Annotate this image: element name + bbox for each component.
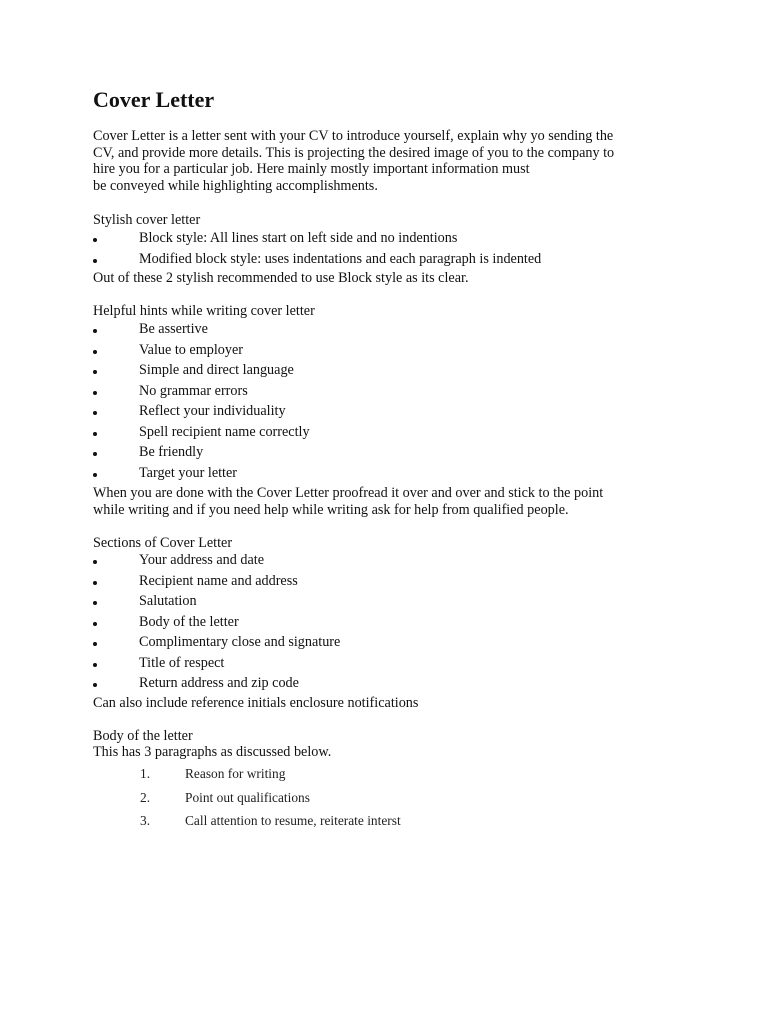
hints-note-line: while writing and if you need help while writing ask for help from qualified people. bbox=[93, 501, 569, 518]
bullet-icon bbox=[93, 259, 97, 263]
list-item-text: No grammar errors bbox=[139, 382, 248, 399]
list-item-text: Block style: All lines start on left side and no indentions bbox=[139, 230, 458, 246]
document-title: Cover Letter bbox=[93, 87, 215, 112]
hints-heading: Helpful hints while writing cover letter bbox=[93, 303, 315, 319]
list-item-text: Body of the letter bbox=[139, 613, 239, 630]
list-item-text: Title of respect bbox=[139, 654, 225, 671]
styles-heading: Stylish cover letter bbox=[93, 212, 201, 228]
list-item-text: Your address and date bbox=[139, 552, 265, 568]
intro-line: be conveyed while highlighting accomplishments. bbox=[93, 177, 378, 194]
list-item-text: Be assertive bbox=[139, 321, 208, 337]
bullet-icon bbox=[93, 683, 97, 687]
bullet-icon bbox=[93, 622, 97, 626]
bullet-icon bbox=[93, 391, 97, 395]
sections-note: Can also include reference initials enclosure notifications bbox=[93, 695, 419, 711]
intro-line: Cover Letter is a letter sent with your CV to introduce yourself, explain why yo sending the bbox=[93, 128, 614, 144]
list-item-text: Target your letter bbox=[139, 464, 238, 481]
list-item-text: Modified block style: uses indentations and each paragraph is indented bbox=[139, 250, 542, 267]
bullet-icon bbox=[93, 452, 97, 456]
body-heading: Body of the letter bbox=[93, 728, 193, 744]
hints-note-line: When you are done with the Cover Letter proofread it over and over and stick to the point bbox=[93, 485, 604, 501]
intro-paragraph bbox=[93, 128, 614, 194]
item-number: 2. bbox=[140, 790, 151, 805]
list-item-text: Simple and direct language bbox=[139, 362, 294, 378]
bullet-icon bbox=[93, 238, 97, 242]
list-item-text: Recipient name and address bbox=[139, 572, 298, 589]
bullet-icon bbox=[93, 350, 97, 354]
item-number: 1. bbox=[140, 766, 151, 781]
bullet-icon bbox=[93, 370, 97, 374]
bullet-icon bbox=[93, 581, 97, 585]
item-text: Reason for writing bbox=[185, 766, 286, 781]
bullet-icon bbox=[93, 663, 97, 667]
list-item-text: Value to employer bbox=[139, 341, 244, 358]
list-item-text: Complimentary close and signature bbox=[139, 634, 341, 650]
item-number: 3. bbox=[140, 813, 151, 828]
bullet-icon bbox=[93, 411, 97, 415]
bullet-icon bbox=[93, 642, 97, 646]
styles-note: Out of these 2 stylish recommended to use Block style as its clear. bbox=[93, 270, 469, 286]
list-item-text: Return address and zip code bbox=[139, 675, 299, 691]
hints-note bbox=[93, 485, 603, 518]
list-item-text: Reflect your individuality bbox=[139, 403, 286, 419]
item-text: Call attention to resume, reiterate interst bbox=[185, 813, 401, 828]
list-item-text: Spell recipient name correctly bbox=[139, 423, 310, 440]
bullet-icon bbox=[93, 601, 97, 605]
body-subheading: This has 3 paragraphs as discussed below. bbox=[93, 744, 332, 760]
intro-line: hire you for a particular job. Here mainly mostly important information must bbox=[93, 161, 530, 177]
bullet-icon bbox=[93, 329, 97, 333]
sections-heading: Sections of Cover Letter bbox=[93, 535, 233, 551]
intro-line: CV, and provide more details. This is projecting the desired image of you to the company to bbox=[93, 144, 615, 161]
list-item-text: Be friendly bbox=[139, 444, 204, 460]
list-item-text: Salutation bbox=[139, 593, 197, 609]
item-text: Point out qualifications bbox=[185, 790, 310, 805]
bullet-icon bbox=[93, 432, 97, 436]
bullet-icon bbox=[93, 560, 97, 564]
bullet-icon bbox=[93, 473, 97, 477]
